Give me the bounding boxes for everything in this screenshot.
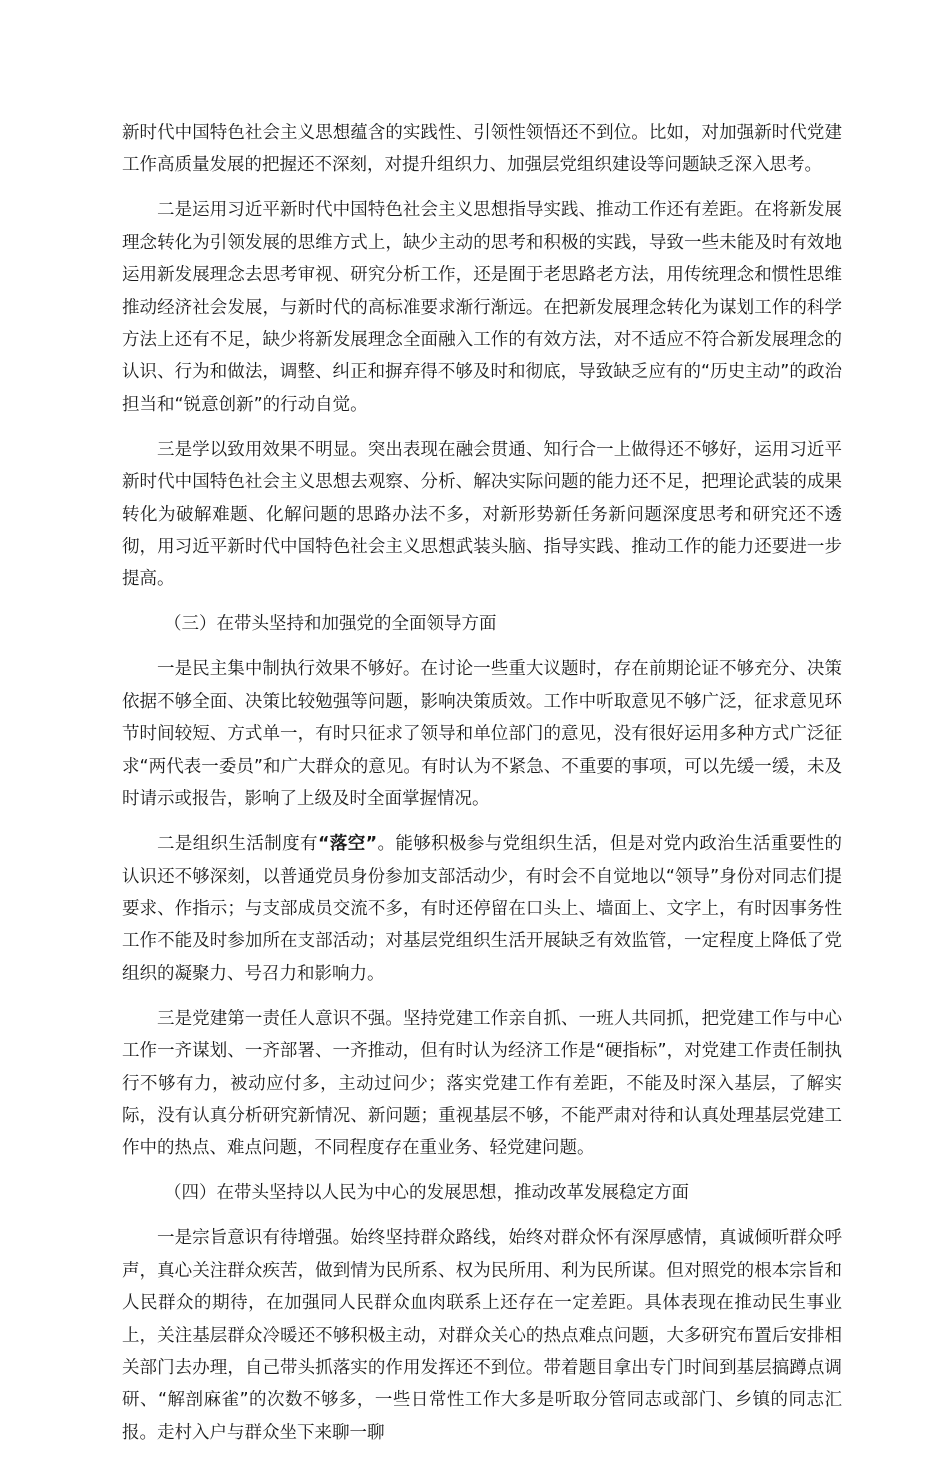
paragraph-continuation: 新时代中国特色社会主义思想蕴含的实践性、引领性领悟还不到位。比如，对加强新时代党建工作高质量发展的把握还不深刻，对提升组织力、加强层党组织建设等问题缺乏深入思考。 — [122, 123, 842, 176]
paragraph-organizational-life-lead: 二是组织生活制度有 — [157, 834, 318, 855]
paragraph-application-effect: 三是学以致用效果不明显。突出表现在融会贯通、知行合一上做得还不够好，运用习近平新时代中国特色社会主义思想去观察、分析、解决实际问题的能力还不足，把理论武装的成果转化为破解难题、化解问题的思路办法不多，对新形势新任务新问题深度思考和研究还不透彻，用习近平新时代中国特色社会主义思想武装头脑、指导实践、推动工作的能力还要进一步提高。 — [122, 439, 842, 590]
paragraph-organizational-life-rest: 。能够积极参与党组织生活，但是对党内政治生活重要性的认识还不够深刻，以普通党员身份参加支部活动少，有时会不自觉地以“领导”身份对同志们提要求、作指示；与支部成员交流不多，有时还停留在口头上、墙面上、文字上，有时因事务性工作不能及时参加所在支部活动；对基层党组织生活开展缺乏有效监管，一定程度上降低了党组织的凝聚力、号召力和影响力。 — [122, 834, 843, 984]
document-body — [122, 117, 842, 1462]
paragraph-party-building-responsibility: 三是党建第一责任人意识不强。坚持党建工作亲自抓、一班人共同抓，把党建工作与中心工作一齐谋划、一齐部署、一齐推动，但有时认为经济工作是“硬指标”，对党建工作责任制执行不够有力，被动应付多，主动过问少；落实党建工作有差距，不能及时深入基层，了解实际，没有认真分析研究新情况、新问题；重视基层不够，不能严肃对待和认真处理基层党建工作中的热点、难点问题，不同程度存在重业务、轻党建问题。 — [122, 1008, 842, 1159]
paragraph-practice-gap: 二是运用习近平新时代中国特色社会主义思想指导实践、推动工作还有差距。在将新发展理念转化为引领发展的思维方式上，缺少主动的思考和积极的实践，导致一些未能及时有效地运用新发展理念去思考审视、研究分析工作，还是囿于老思路老方法，用传统理念和惯性思维推动经济社会发展，与新时代的高标准要求渐行渐远。在把新发展理念转化为谋划工作的科学方法上还有不足，缺少将新发展理念全面融入工作的有效方法，对不适应不符合新发展理念的认识、行为和做法，调整、纠正和摒弃得不够及时和彻底，导致缺乏应有的“历史主动”的政治担当和“锐意创新”的行动自觉。 — [122, 200, 842, 415]
paragraph-organizational-life — [122, 828, 842, 990]
section-heading-4: （四）在带头坚持以人民为中心的发展思想，推动改革发展稳定方面 — [164, 1183, 689, 1204]
paragraph-democratic-centralism: 一是民主集中制执行效果不够好。在讨论一些重大议题时，存在前期论证不够充分、决策依据不够全面、决策比较勉强等问题，影响决策质效。工作中听取意见不够广泛，征求意见环节时间较短、方式单一，有时只征求了领导和单位部门的意见，没有很好运用多种方式广泛征求“两代表一委员”和广大群众的意见。有时认为不紧急、不重要的事项，可以先缓一缓，未及时请示或报告，影响了上级及时全面掌握情况。 — [122, 659, 842, 810]
emphasis-luokong: “落空” — [317, 834, 378, 855]
section-heading-3: （三）在带头坚持和加强党的全面领导方面 — [164, 614, 497, 635]
paragraph-purpose-awareness: 一是宗旨意识有待增强。始终坚持群众路线，始终对群众怀有深厚感情，真诚倾听群众呼声，真心关注群众疾苦，做到情为民所系、权为民所用、利为民所谋。但对照党的根本宗旨和人民群众的期待，在加强同人民群众血肉联系上还存在一定差距。具体表现在推动民生事业上，关注基层群众冷暖还不够积极主动，对群众关心的热点难点问题，大多研究布置后安排相关部门去办理，自己带头抓落实的作用发挥还不到位。带着题目拿出专门时间到基层搞蹲点调研、“解剖麻雀”的次数不够多，一些日常性工作大多是听取分管同志或部门、乡镇的同志汇报。走村入户与群众坐下来聊一聊 — [122, 1228, 842, 1443]
